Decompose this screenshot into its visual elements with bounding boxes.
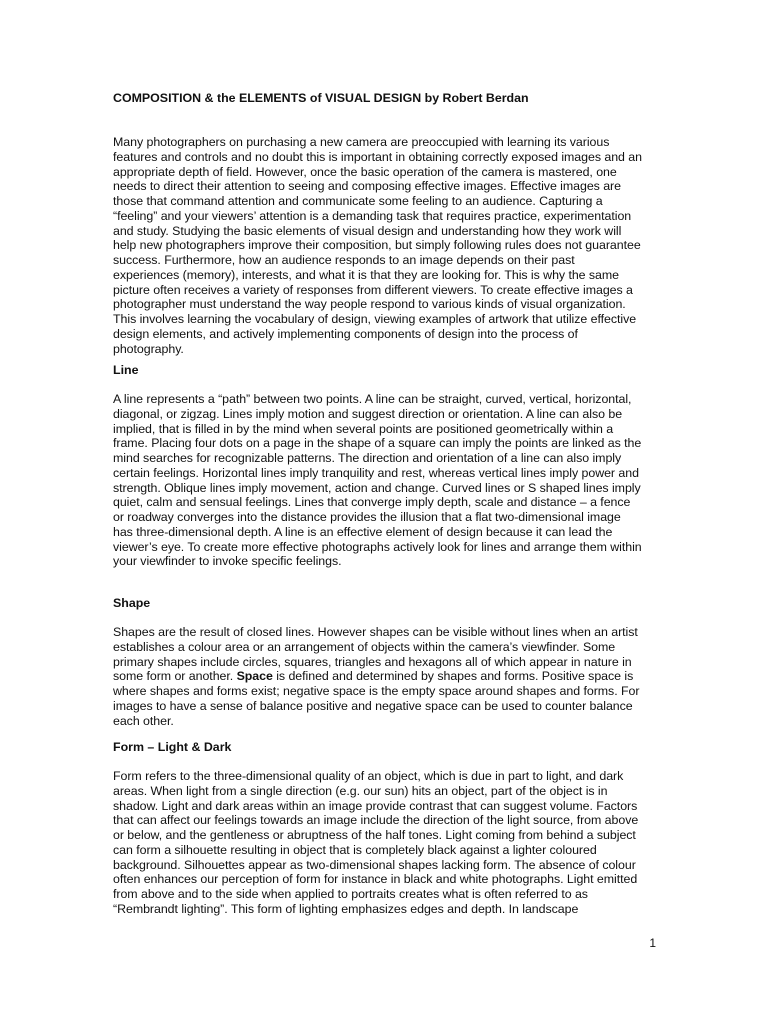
text-line: certain feelings. Horizontal lines imply tranquility and rest, whereas vertical lines imply power and [113,465,639,480]
text-line: photographer must understand the way people respond to various kinds of visual organization. [113,297,626,312]
text-line: your viewfinder to invoke specific feelings. [113,554,342,569]
text-line: where shapes and forms exist; negative space is the empty space around shapes and forms. For [113,684,640,698]
text-line: areas. When light from a single direction (e.g. our sun) hits an object, part of the object is in [113,783,608,798]
text-line: often enhances our perception of form for instance in black and white photographs. Light emitted [113,872,638,887]
text-line: has three-dimensional depth. A line is an effective element of design because it can lead the [113,524,613,539]
intro-paragraph [113,135,661,356]
document-title: COMPOSITION & the ELEMENTS of VISUAL DESIGN by Robert Berdan [113,91,529,105]
text-line: A line represents a “path” between two points. A line can be straight, curved, vertical, horizontal, [113,392,632,406]
text-line: experiences (memory), interests, and what it is that they are looking for. This is why the same [113,267,620,282]
text-line: can form a silhouette resulting in object that is completely black against a lighter coloured [113,842,597,857]
text-line: “Rembrandt lighting”. This form of lighting emphasizes edges and depth. In landscape [113,901,579,916]
text-line: those that command attention and communicate some feeling to an audience. Capturing a [113,194,603,208]
text-line [113,669,661,684]
text-line: design elements, and actively implementing components of design into the process of [113,326,578,341]
text-line: needs to direct their attention to seeing and composing effective images. Effective images are [113,179,621,194]
shape-paragraph [113,625,661,728]
text-line: viewer’s eye. To create more effective photographs actively look for lines and arrange them within [113,539,642,554]
text-line: diagonal, or zigzag. Lines imply motion and suggest direction or orientation. A line can also be [113,406,623,421]
text-line: images to have a sense of balance positive and negative space can be used to counter balance [113,698,633,713]
text-line: Form refers to the three-dimensional quality of an object, which is due in part to light, and dark [113,769,624,783]
text-line: success. Furthermore, how an audience responds to an image depends on their past [113,253,575,267]
text-line: that can affect our feelings towards an image include the direction of the light source, from above [113,813,639,828]
text-run: is defined and determined by shapes and forms. Positive space is [272,669,634,684]
text-line: frame. Placing four dots on a page in the shape of a square can imply the points are linked as the [113,436,642,451]
text-line: implied, that is filled in by the mind when several points are positioned geometrically within a [113,421,614,436]
text-line: from above and to the side when applied to portraits creates what is often referred to as [113,887,588,901]
text-run: some form or another. [113,669,237,684]
text-line: primary shapes include circles, squares, triangles and hexagons all of which appear in nature in [113,654,632,669]
page-number: 1 [649,936,656,950]
text-line: shadow. Light and dark areas within an image provide contrast that can suggest volume. Factors [113,798,638,813]
section-heading-form: Form – Light & Dark [113,740,232,754]
text-line: establishes a colour area or an arrangement of objects within the camera’s viewfinder. Some [113,639,616,654]
text-line: each other. [113,713,174,728]
text-line: strength. Oblique lines imply movement, action and change. Curved lines or S shaped lines imply [113,480,641,495]
text-line: Many photographers on purchasing a new camera are preoccupied with learning its various [113,135,610,149]
text-line: Shapes are the result of closed lines. However shapes can be visible without lines when an artist [113,625,638,639]
section-heading-shape: Shape [113,596,151,610]
text-line: quiet, calm and sensual feelings. Lines that converge imply depth, scale and distance – a fence [113,495,631,510]
text-line: “feeling” and your viewers’ attention is a demanding task that requires practice, experimentation [113,208,632,223]
text-line: appropriate depth of field. However, once the basic operation of the camera is mastered, one [113,164,617,179]
text-line: or roadway converges into the distance provides the illusion that a flat two-dimensional image [113,510,621,524]
section-heading-line: Line [113,363,139,377]
line-paragraph [113,392,661,569]
text-line: mind searches for recognizable patterns. The direction and orientation of a line can also imply [113,451,622,465]
bold-term-space: Space [236,669,273,684]
text-line: background. Silhouettes appear as two-dimensional shapes lacking form. The absence of colour [113,857,636,872]
text-line: photography. [113,341,184,356]
text-line: or below, and the gentleness or abruptness of the half tones. Light coming from behind a subject [113,828,636,842]
text-line: picture often receives a variety of responses from different viewers. To create effective images a [113,282,633,297]
form-paragraph [113,769,661,917]
text-line: features and controls and no doubt this is important in obtaining correctly exposed images and an [113,149,642,164]
text-line: This involves learning the vocabulary of design, viewing examples of artwork that utilize effective [113,312,637,326]
text-line: and study. Studying the basic elements of visual design and understanding how they work will [113,223,622,238]
text-line: help new photographers improve their composition, but simply following rules does not guarantee [113,238,641,253]
